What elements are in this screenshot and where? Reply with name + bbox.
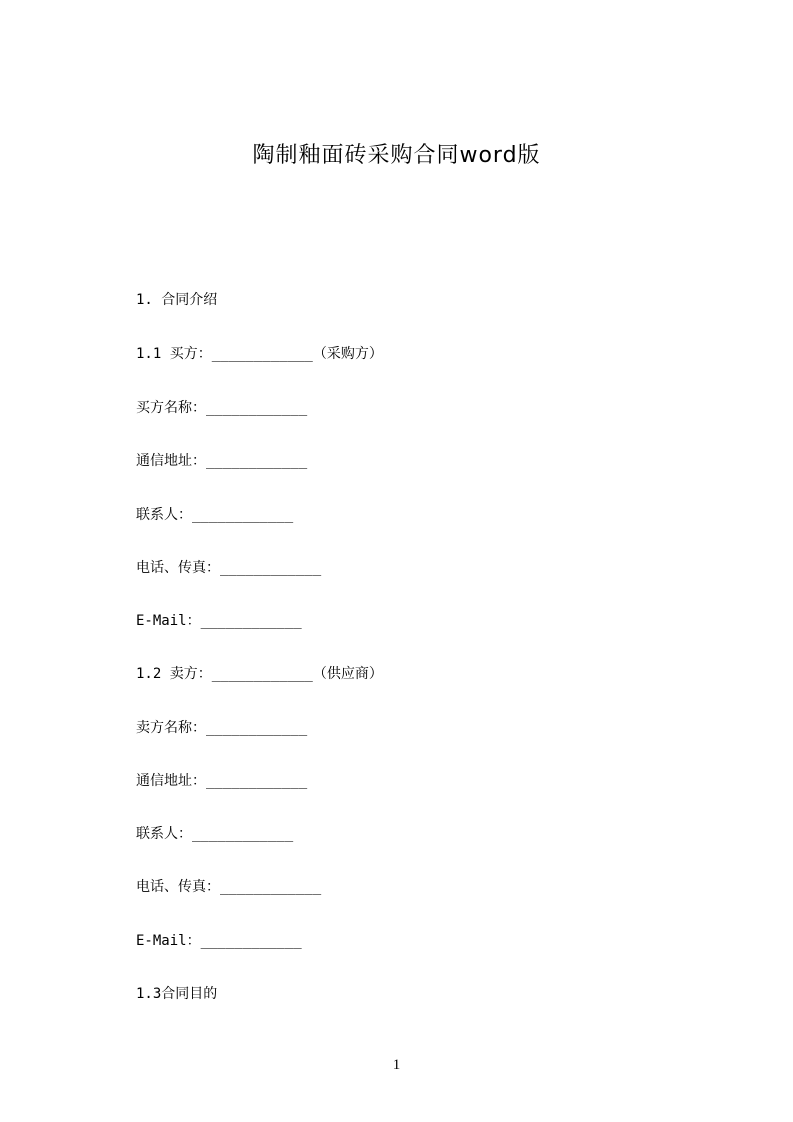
buyer-contact-line: 联系人：____________ [136,507,294,523]
buyer-address-line: 通信地址：____________ [136,453,308,469]
buyer-name-line: 买方名称：____________ [136,400,308,416]
document-title: 陶制釉面砖采购合同word版 [252,143,541,168]
seller-address-line: 通信地址：____________ [136,773,308,789]
contract-purpose-heading: 1.3合同目的 [136,986,218,1002]
seller-phone-fax-line: 电话、传真：____________ [136,879,322,895]
seller-name-line: 卖方名称：____________ [136,720,308,736]
buyer-phone-fax-line: 电话、传真：____________ [136,560,322,576]
seller-heading: 1.2 卖方：____________（供应商） [136,666,383,682]
section-heading-contract-intro: 1. 合同介绍 [136,292,218,308]
buyer-heading: 1.1 买方：____________（采购方） [136,346,383,362]
seller-contact-line: 联系人：____________ [136,826,294,842]
page-number: 1 [392,1057,401,1073]
seller-email-line: E-Mail：____________ [136,933,302,949]
buyer-email-line: E-Mail：____________ [136,613,302,629]
